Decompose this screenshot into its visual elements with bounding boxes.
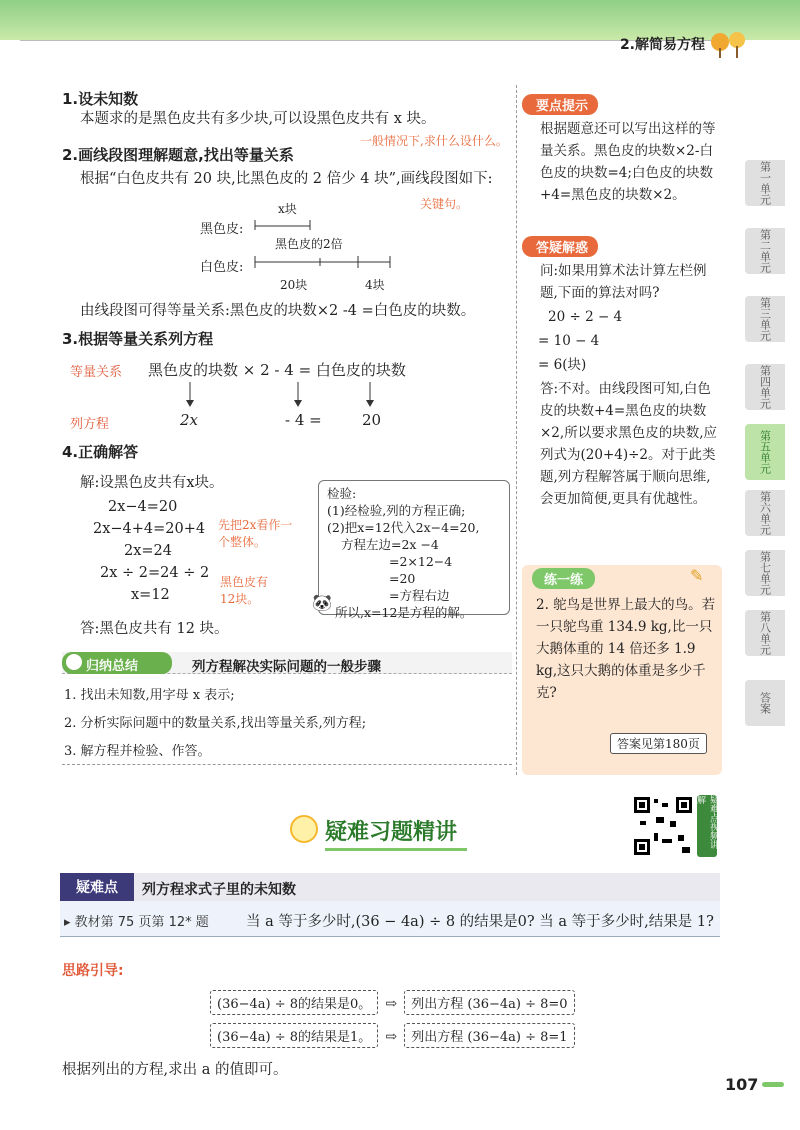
tip-tag-wrap xyxy=(522,94,598,115)
check-line-6: =方程右边 xyxy=(389,588,450,603)
tab-unit-8[interactable]: 第八单元 xyxy=(745,610,785,656)
difficult-title: 列方程求式子里的未知数 xyxy=(142,882,296,898)
target-icon xyxy=(66,654,82,670)
equation-2x: 2x xyxy=(180,411,199,429)
thinking-label: 思路引导: xyxy=(62,963,124,979)
solve-note-1: 先把2x看作一个整体。 xyxy=(218,518,293,549)
four-label: 4块 xyxy=(365,278,385,292)
qa-answer: 答:不对。由线段图可知,白色皮的块数+4=黑色皮的块数×2,所以要求黑色皮的块数,应列式为(20+4)÷2。对于此类题,列方程解答属于顺向思维,会更加简便,更具有优越性。 xyxy=(540,381,717,507)
summary-step-1: 1. 找出未知数,用字母 x 表示; xyxy=(64,688,235,703)
check-line-1: (1)经检验,列的方程正确; xyxy=(327,503,466,518)
page-number: 107 xyxy=(725,1075,759,1094)
lightbulb-icon xyxy=(290,815,318,843)
answer-ref[interactable]: 答案见第180页 xyxy=(610,733,707,754)
thinking-row1-right: 列出方程 (36−4a) ÷ 8=0 xyxy=(404,990,574,1015)
white-label: 白色皮: xyxy=(200,260,244,275)
arrow-right-icon: ⇨ xyxy=(385,1029,398,1045)
qa-tag: 答疑解惑 xyxy=(522,236,598,257)
arrow-right-icon: ⇨ xyxy=(385,996,398,1012)
summary-step-2: 2. 分析实际问题中的数量关系,找出等量关系,列方程; xyxy=(64,716,367,731)
summary-box xyxy=(62,652,512,767)
line-diagram xyxy=(200,198,400,293)
qr-label: 疑难点视频讲解 xyxy=(697,795,717,857)
tree-icon xyxy=(705,30,755,58)
column-divider xyxy=(516,85,517,775)
page-number-mark xyxy=(762,1082,784,1087)
check-box xyxy=(318,480,510,620)
check-line-2: (2)把x=12代入2x−4=20, xyxy=(327,520,480,535)
problem-source: ▸ 教材第 75 页第 12* 题 xyxy=(64,915,209,930)
relation-arrows xyxy=(160,380,400,408)
difficult-tag: 疑难点 xyxy=(60,873,134,901)
relation-text: 黑色皮的块数 × 2 - 4 = 白色皮的块数 xyxy=(148,361,406,379)
thinking-row-1 xyxy=(210,990,575,1015)
relation-label: 等量关系 xyxy=(70,365,123,380)
section2-note: 关键句。 xyxy=(420,197,469,211)
section-title: 疑难习题精讲 xyxy=(325,815,467,851)
tab-unit-3[interactable]: 第三单元 xyxy=(745,296,785,342)
section3-title: 3.根据等量关系列方程 xyxy=(62,330,214,348)
qa-calc-3: = 6(块) xyxy=(538,357,587,373)
section2-title: 2.画线段图理解题意,找出等量关系 xyxy=(62,146,294,164)
qa-calc-2: = 10 − 4 xyxy=(538,333,600,349)
solve-line-1: 2x−4=20 xyxy=(108,499,178,515)
qr-code-icon[interactable] xyxy=(632,795,694,857)
panda-icon: 🐼 xyxy=(312,593,332,612)
qa-question: 问:如果用算术法计算左栏例题,下面的算法对吗? xyxy=(540,263,707,301)
check-line-5: =20 xyxy=(389,571,416,586)
x-label: x块 xyxy=(278,202,297,216)
section2-text: 根据“白色皮共有 20 块,比黑色皮的 2 倍少 4 块”,画线段图如下: xyxy=(80,171,493,187)
pencil-icon: ✎ xyxy=(690,566,704,585)
twenty-label: 20块 xyxy=(280,278,308,292)
tab-answers[interactable]: 答案 xyxy=(745,680,785,726)
check-line-0: 检验: xyxy=(327,486,357,501)
thinking-row-2 xyxy=(210,1023,575,1048)
check-line-3: 方程左边=2x −4 xyxy=(341,537,439,552)
chapter-title: 2.解简易方程 xyxy=(619,37,705,53)
equation-minus4: - 4 = xyxy=(285,411,322,429)
thinking-row2-left: (36−4a) ÷ 8的结果是1。 xyxy=(210,1023,378,1048)
section1-title: 1.设未知数 xyxy=(62,90,139,108)
thinking-conclusion: 根据列出的方程,求出 a 的值即可。 xyxy=(62,1062,288,1078)
tab-unit-2[interactable]: 第二单元 xyxy=(745,228,785,274)
check-line-4: =2×12−4 xyxy=(389,554,453,569)
solve-line-0: 解:设黑色皮共有x块。 xyxy=(80,475,224,491)
tab-unit-6[interactable]: 第六单元 xyxy=(745,490,785,536)
check-line-7: 所以,x=12是方程的解。 xyxy=(335,605,473,620)
practice-text: 2. 鸵鸟是世界上最大的鸟。若一只鸵鸟重 134.9 kg,比一只大鹅体重的 14 倍还多 1.9 kg,这只大鹅的体重是多少千克? xyxy=(536,597,716,701)
summary-title: 列方程解决实际问题的一般步骤 xyxy=(192,659,381,675)
tip-text: 根据题意还可以写出这样的等量关系。黑色皮的块数×2-白色皮的块数=4;白色皮的块数+4=黑色皮的块数×2。 xyxy=(540,121,716,203)
thinking-row2-right: 列出方程 (36−4a) ÷ 8=1 xyxy=(404,1023,574,1048)
problem-text: 当 a 等于多少时,(36 − 4a) ÷ 8 的结果是0? 当 a 等于多少时,结果是 1? xyxy=(246,914,714,930)
qa-calc-1: 20 ÷ 2 − 4 xyxy=(548,309,623,325)
solve-note-2: 黑色皮有12块。 xyxy=(220,575,269,606)
summary-tag: 归纳总结 xyxy=(86,659,139,674)
section1-note: 一般情况下,求什么设什么。 xyxy=(360,134,508,148)
practice-tag: 练一练 xyxy=(532,568,595,589)
tab-unit-1[interactable]: 第一单元 xyxy=(745,160,785,206)
solve-line-3: 2x=24 xyxy=(124,543,173,559)
section2-conclusion: 由线段图可得等量关系:黑色皮的块数×2 -4 =白色皮的块数。 xyxy=(80,303,476,319)
section4-title: 4.正确解答 xyxy=(62,443,139,461)
equation-20: 20 xyxy=(362,411,382,429)
answer-text: 答:黑色皮共有 12 块。 xyxy=(80,621,229,637)
solve-line-5: x=12 xyxy=(131,587,170,603)
qa-tag-wrap xyxy=(522,236,598,257)
equation-label: 列方程 xyxy=(70,417,110,432)
black-label: 黑色皮: xyxy=(200,222,244,237)
tab-unit-5[interactable]: 第五单元 xyxy=(745,424,785,480)
tip-tag: 要点提示 xyxy=(522,94,598,115)
section1-text: 本题求的是黑色皮共有多少块,可以设黑色皮共有 x 块。 xyxy=(80,111,436,127)
solve-line-2: 2x−4+4=20+4 xyxy=(93,521,206,537)
summary-bottom-rule xyxy=(62,764,512,765)
solve-line-4: 2x ÷ 2=24 ÷ 2 xyxy=(100,565,210,581)
summary-step-3: 3. 解方程并检验、作答。 xyxy=(64,744,211,759)
double-label: 黑色皮的2倍 xyxy=(275,237,343,251)
thinking-row1-left: (36−4a) ÷ 8的结果是0。 xyxy=(210,990,378,1015)
tab-unit-4[interactable]: 第四单元 xyxy=(745,364,785,410)
tab-unit-7[interactable]: 第七单元 xyxy=(745,550,785,596)
